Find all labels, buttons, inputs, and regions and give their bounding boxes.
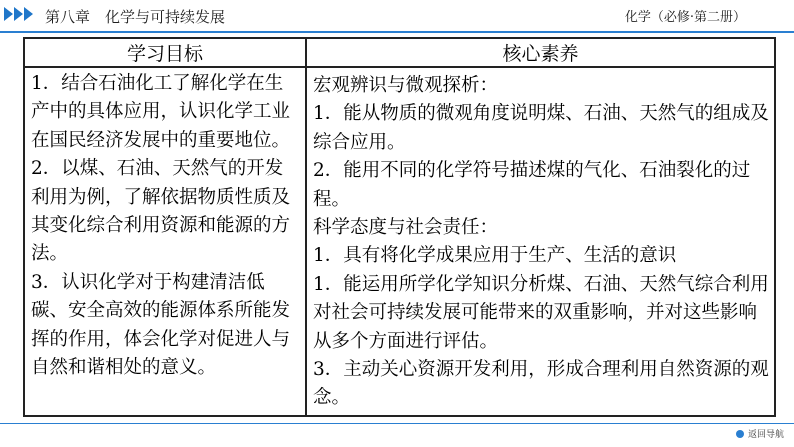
objectives-cell — [24, 67, 306, 416]
table-header-row — [24, 38, 775, 67]
literacy-item: 1．具有将化学成果应用于生产、生活的意识 — [313, 245, 677, 267]
footer-bar — [0, 419, 794, 447]
literacy-heading: 科学态度与社会责任： — [313, 217, 499, 239]
chevrons-icon — [4, 7, 33, 21]
literacy-item: 3．主动关心资源开发利用，形成合理利用自然资源的观念。 — [313, 359, 769, 409]
table-row — [24, 67, 775, 416]
chapter-title: 第八章 化学与可持续发展 — [45, 8, 226, 26]
literacy-item: 1．能运用所学化学知识分析煤、石油、天然气综合利用对社会可持续发展可能带来的双重影响，并对这些影响从多个方面进行评估。 — [313, 273, 769, 352]
back-label: 返回导航 — [747, 430, 784, 440]
literacy-item: 2．能用不同的化学符号描述煤的气化、石油裂化的过程。 — [313, 160, 751, 210]
column-header-objectives: 学习目标 — [24, 38, 306, 67]
objective-item: 1．结合石油化工了解化学在生产中的具体应用，认识化学工业在国民经济发展中的重要地位。 — [31, 73, 291, 151]
book-title: 化学（必修·第二册） — [624, 10, 746, 25]
objectives-table — [23, 37, 776, 417]
objective-item: 2．以煤、石油、天然气的开发利用为例，了解依据物质性质及其变化综合利用资源和能源的方法。 — [31, 158, 291, 265]
header-bar — [0, 0, 794, 34]
header-divider — [0, 31, 794, 33]
back-to-navigation-button[interactable] — [736, 427, 784, 440]
literacy-item: 1．能从物质的微观角度说明煤、石油、天然气的组成及综合应用。 — [313, 103, 769, 153]
back-icon — [736, 430, 744, 438]
column-header-literacy: 核心素养 — [306, 38, 775, 67]
footer-divider — [0, 423, 794, 424]
literacy-cell — [306, 67, 775, 416]
literacy-heading: 宏观辨识与微观探析： — [313, 75, 499, 96]
objective-item: 3．认识化学对于构建清洁低碳、安全高效的能源体系所能发挥的作用，体会化学对促进人与自然和谐相处的意义。 — [31, 271, 291, 379]
